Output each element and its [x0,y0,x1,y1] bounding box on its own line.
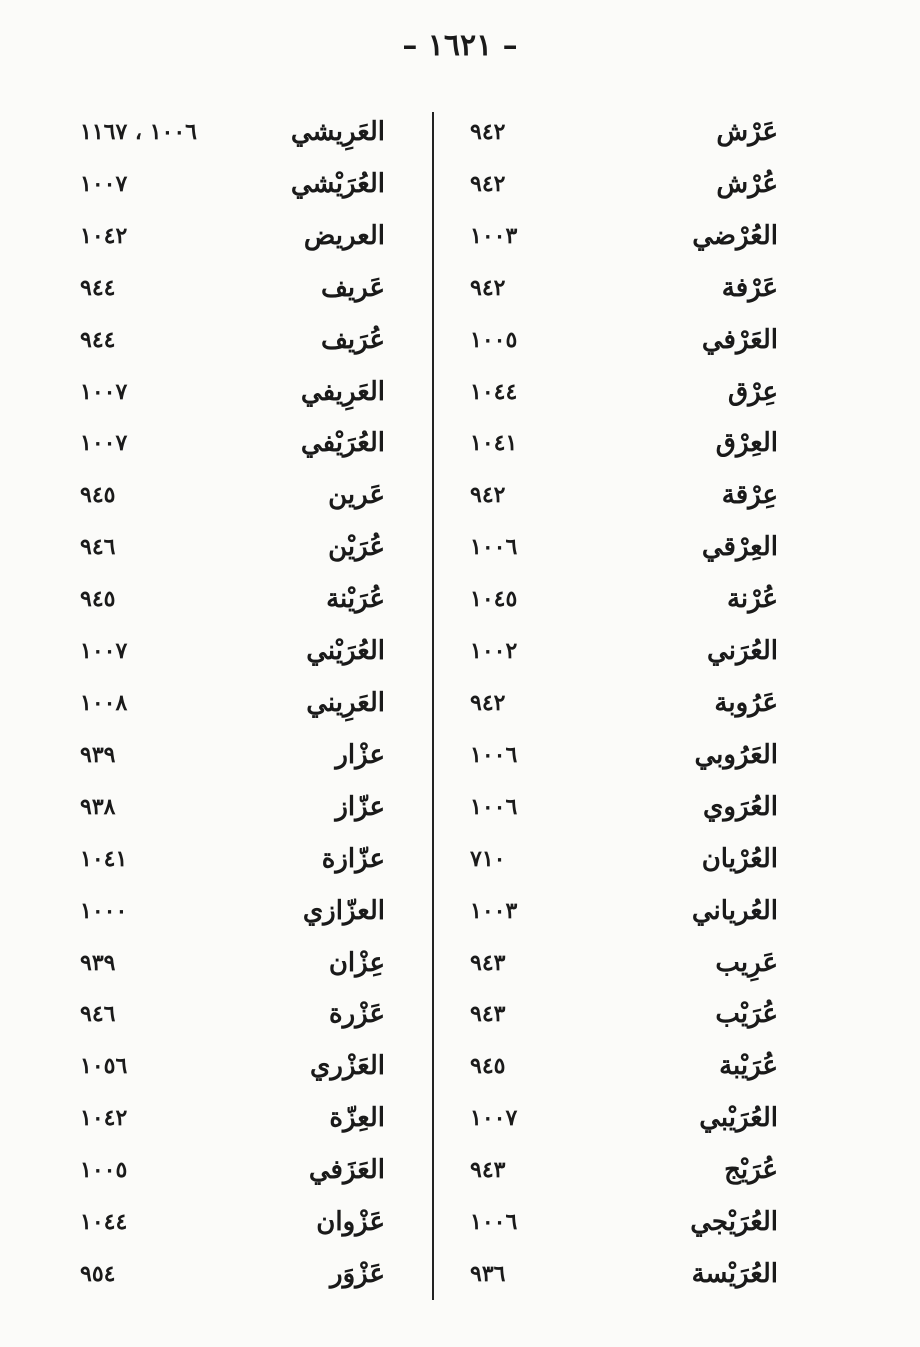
entry-page-ref: ٩٣٦ [470,1260,506,1287]
entry-page-ref: ٩٤٣ [470,1157,506,1184]
index-entry [470,575,800,623]
index-entry [470,887,800,935]
index-entry [470,108,800,156]
entry-word: العُرْيان [701,843,778,874]
entry-word: العُرَيْني [306,636,385,667]
entry-page-ref: ١٠٠٦ ، ١١٦٧ [80,119,197,145]
entry-word: عُرْش [716,168,778,199]
index-entry [80,1198,415,1246]
entry-word: عِزْان [328,947,385,978]
entry-page-ref: ٩٥٤ [80,1260,116,1287]
index-column-left [80,108,415,1298]
entry-word: عُرَيْج [724,1155,778,1186]
index-entry [80,108,415,156]
entry-page-ref: ٩٣٩ [80,741,116,768]
entry-page-ref: ١٠٠٥ [470,326,518,353]
index-entry [470,990,800,1038]
entry-page-ref: ٩٤٤ [80,326,116,353]
entry-page-ref: ٩٤٣ [470,1001,506,1028]
entry-page-ref: ١٠٤٥ [470,586,518,613]
index-entry [470,835,800,883]
entry-word: العَرِيني [306,687,385,718]
entry-word: عَريف [320,272,385,303]
entry-word: عَزْوان [316,1207,385,1238]
entry-page-ref: ١٠٤٢ [80,1105,128,1132]
entry-page-ref: ١٠٥٦ [80,1053,128,1080]
entry-word: العِرْقي [701,532,778,563]
entry-page-ref: ١٠٠٣ [470,897,518,924]
index-entry [80,316,415,364]
index-entry [470,783,800,831]
index-entry [80,731,415,779]
index-entry [470,731,800,779]
entry-word: العريض [303,220,385,251]
entry-word: عِرْقة [721,480,778,511]
entry-page-ref: ٩٤٢ [470,119,506,145]
entry-page-ref: ١٠٠٧ [80,378,128,405]
index-entry [80,1094,415,1142]
entry-word: عُرَيف [320,324,385,355]
entry-word: العُرَيْسة [691,1258,778,1289]
index-entry [470,212,800,260]
entry-page-ref: ٩٣٩ [80,949,116,976]
entry-page-ref: ١٠٠٠ [80,897,128,924]
entry-word: العِزّة [329,1103,385,1134]
entry-page-ref: ١٠٠٦ [470,534,518,561]
entry-page-ref: ١٠٠٧ [80,170,128,197]
index-entry [80,212,415,260]
entry-page-ref: ١٠٠٦ [470,741,518,768]
entry-word: العَرْفي [701,324,778,355]
index-entry [470,1250,800,1298]
entry-word: عُرَيْنة [326,584,385,615]
entry-word: العزّازي [302,895,385,926]
entry-word: العُرَوي [703,791,778,822]
entry-page-ref: ١٠٠٦ [470,793,518,820]
entry-page-ref: ٩٤٢ [470,482,506,509]
index-entry [470,679,800,727]
entry-page-ref: ٩٤٢ [470,689,506,716]
entry-page-ref: ١٠٠٢ [470,638,518,665]
index-entry [80,471,415,519]
index-entry [470,316,800,364]
entry-word: العَرِيشي [290,117,385,147]
entry-page-ref: ٧١٠ [470,845,506,872]
index-entry [80,419,415,467]
entry-page-ref: ٩٤٦ [80,1001,116,1028]
entry-word: عَرِيب [715,947,778,978]
entry-word: عِرْق [727,376,778,407]
entry-page-ref: ١٠٤٤ [80,1209,128,1236]
column-divider [432,112,434,1300]
index-entry [470,368,800,416]
entry-page-ref: ٩٣٨ [80,793,116,820]
index-entry [80,990,415,1038]
index-entry [80,627,415,675]
entry-page-ref: ١٠٤١ [470,430,518,457]
entry-word: عزّاز [335,791,385,822]
entry-page-ref: ٩٤٦ [80,534,116,561]
entry-word: العَزَفي [308,1155,385,1186]
entry-word: عُرَيْبة [719,1051,778,1082]
index-entry [80,1146,415,1194]
entry-page-ref: ٩٤٤ [80,274,116,301]
entry-page-ref: ٩٤٥ [80,482,116,509]
entry-word: عُرَيْن [328,532,385,563]
entry-page-ref: ١٠٠٧ [80,430,128,457]
page-number: – ١٦٢١ – [402,28,518,63]
entry-word: العَزْري [310,1051,385,1082]
entry-word: العُرياني [691,895,778,926]
index-entry [80,264,415,312]
entry-page-ref: ١٠٠٥ [80,1157,128,1184]
entry-word: عَرُوبة [714,687,778,718]
index-entry [470,523,800,571]
entry-word: العُرَني [707,636,778,667]
entry-word: عَرْفة [721,272,778,303]
entry-page-ref: ٩٤٢ [470,170,506,197]
entry-page-ref: ١٠٠٣ [470,222,518,249]
entry-page-ref: ٩٤٥ [80,586,116,613]
entry-page-ref: ١٠٠٨ [80,689,128,716]
index-entry [470,1146,800,1194]
index-entry [80,679,415,727]
index-entry [470,160,800,208]
entry-page-ref: ٩٤٢ [470,274,506,301]
entry-word: عُرْنة [726,584,778,615]
entry-word: العَرِيفي [300,376,385,407]
entry-page-ref: ١٠٤٤ [470,378,518,405]
entry-word: عَزْرة [328,999,385,1030]
entry-word: عزّازة [321,843,385,874]
index-entry [470,1042,800,1090]
index-entry [470,1198,800,1246]
index-entry [470,264,800,312]
entry-word: عَرْش [716,117,778,147]
index-entry [470,1094,800,1142]
index-entry [80,160,415,208]
entry-word: عزْار [335,739,385,770]
index-entry [470,939,800,987]
index-entry [80,887,415,935]
index-entry [80,1042,415,1090]
entry-page-ref: ١٠٠٦ [470,1209,518,1236]
entry-word: عَزْوَر [330,1258,385,1289]
index-entry [470,419,800,467]
entry-word: العُرَيْجي [690,1207,778,1238]
index-column-right [470,108,800,1298]
index-entry [470,627,800,675]
index-entry [80,1250,415,1298]
entry-word: العُرَيْشي [290,168,385,199]
entry-word: عُرَيْب [715,999,778,1030]
entry-word: عَرين [328,480,385,511]
index-entry [80,575,415,623]
entry-word: العُرَيْفي [300,428,385,459]
entry-word: العِرْق [715,428,778,459]
index-entry [80,368,415,416]
entry-word: العُرْضي [692,220,778,251]
index-entry [470,471,800,519]
entry-page-ref: ٩٤٣ [470,949,506,976]
index-entry [80,939,415,987]
entry-page-ref: ١٠٤٢ [80,222,128,249]
entry-page-ref: ١٠٠٧ [80,638,128,665]
index-entry [80,523,415,571]
index-entry [80,783,415,831]
entry-word: العُرَيْبي [699,1103,778,1134]
index-entry [80,835,415,883]
entry-page-ref: ٩٤٥ [470,1053,506,1080]
entry-word: العَرُوبي [694,739,778,770]
entry-page-ref: ١٠٤١ [80,845,128,872]
entry-page-ref: ١٠٠٧ [470,1105,518,1132]
